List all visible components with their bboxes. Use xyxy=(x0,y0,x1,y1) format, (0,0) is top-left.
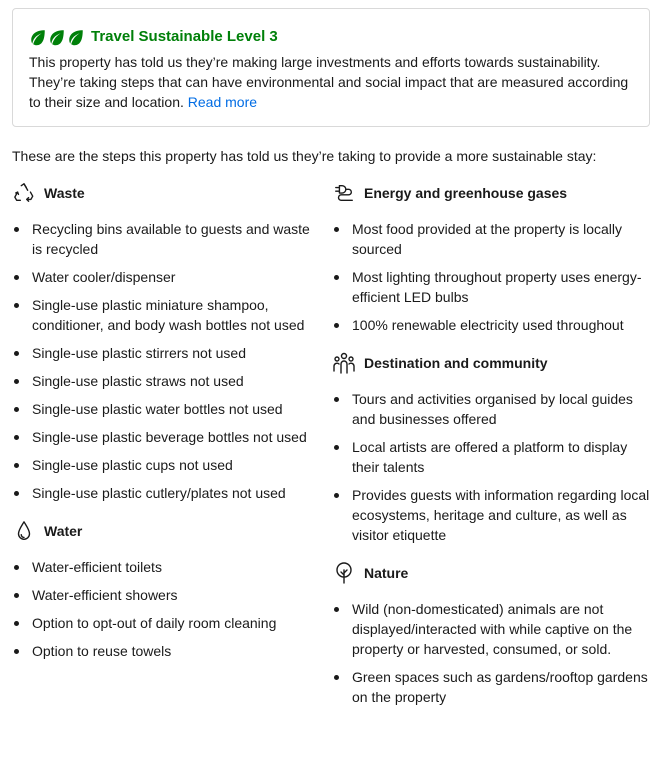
list-item: Wild (non-domesticated) animals are not displayed/interacted with while captive on the property or harvested, consumed, or sold. xyxy=(332,599,652,659)
section-header-nature xyxy=(332,559,652,587)
sustainability-badge-card xyxy=(12,8,650,127)
list-item: Tours and activities organised by local guides and businesses offered xyxy=(332,389,652,429)
list-item: Local artists are offered a platform to display their talents xyxy=(332,437,652,477)
badge-leaves xyxy=(29,28,85,46)
leaf-icon xyxy=(29,28,47,46)
people-icon xyxy=(332,351,356,375)
list-item: Most lighting throughout property uses energy-efficient LED bulbs xyxy=(332,267,652,307)
water-drop-icon xyxy=(12,519,36,543)
leaf-icon xyxy=(48,28,66,46)
left-column xyxy=(12,179,312,675)
water-list xyxy=(12,557,312,661)
section-community xyxy=(332,349,652,545)
list-item: Option to reuse towels xyxy=(12,641,312,661)
list-item: Most food provided at the property is locally sourced xyxy=(332,219,652,259)
section-water xyxy=(12,517,312,661)
list-item: Recycling bins available to guests and waste is recycled xyxy=(12,219,312,259)
section-energy xyxy=(332,179,652,335)
nature-list xyxy=(332,599,652,707)
energy-list xyxy=(332,219,652,335)
intro-text: These are the steps this property has told us they’re taking to provide a more sustainable stay: xyxy=(12,148,597,164)
community-list xyxy=(332,389,652,545)
section-header-community xyxy=(332,349,652,377)
list-item: Water-efficient toilets xyxy=(12,557,312,577)
badge-description-text: This property has told us they’re making large investments and efforts towards sustainability. They’re taking steps that can have environmental and social impact that are measured according to their size and location. xyxy=(29,54,629,110)
tree-icon xyxy=(332,561,356,585)
list-item: Single-use plastic beverage bottles not used xyxy=(12,427,312,447)
list-item: Single-use plastic stirrers not used xyxy=(12,343,312,363)
list-item: Single-use plastic cups not used xyxy=(12,455,312,475)
list-item: Water cooler/dispenser xyxy=(12,267,312,287)
badge-title: Travel Sustainable Level 3 xyxy=(91,28,278,45)
list-item: 100% renewable electricity used throughout xyxy=(332,315,652,335)
list-item: Single-use plastic straws not used xyxy=(12,371,312,391)
list-item: Single-use plastic miniature shampoo, conditioner, and body wash bottles not used xyxy=(12,295,312,335)
list-item: Green spaces such as gardens/rooftop gardens on the property xyxy=(332,667,652,707)
recycle-icon xyxy=(12,181,36,205)
leaf-icon xyxy=(67,28,85,46)
section-header-water xyxy=(12,517,312,545)
section-waste xyxy=(12,179,312,503)
section-title-nature: Nature xyxy=(364,565,409,581)
section-title-energy: Energy and greenhouse gases xyxy=(364,185,568,201)
list-item: Single-use plastic water bottles not used xyxy=(12,399,312,419)
read-more-link[interactable]: Read more xyxy=(187,94,258,110)
section-header-energy xyxy=(332,179,652,207)
section-title-waste: Waste xyxy=(44,185,85,201)
badge-description xyxy=(29,52,635,112)
waste-list xyxy=(12,219,312,503)
list-item: Single-use plastic cutlery/plates not used xyxy=(12,483,312,503)
section-nature xyxy=(332,559,652,707)
plug-icon xyxy=(332,181,356,205)
badge-title-row xyxy=(29,27,633,47)
section-title-water: Water xyxy=(44,523,83,539)
list-item: Water-efficient showers xyxy=(12,585,312,605)
list-item: Provides guests with information regarding local ecosystems, heritage and culture, as well as visitor etiquette xyxy=(332,485,652,545)
right-column xyxy=(332,179,652,721)
section-header-waste xyxy=(12,179,312,207)
section-title-community: Destination and community xyxy=(364,355,548,371)
list-item: Option to opt-out of daily room cleaning xyxy=(12,613,312,633)
